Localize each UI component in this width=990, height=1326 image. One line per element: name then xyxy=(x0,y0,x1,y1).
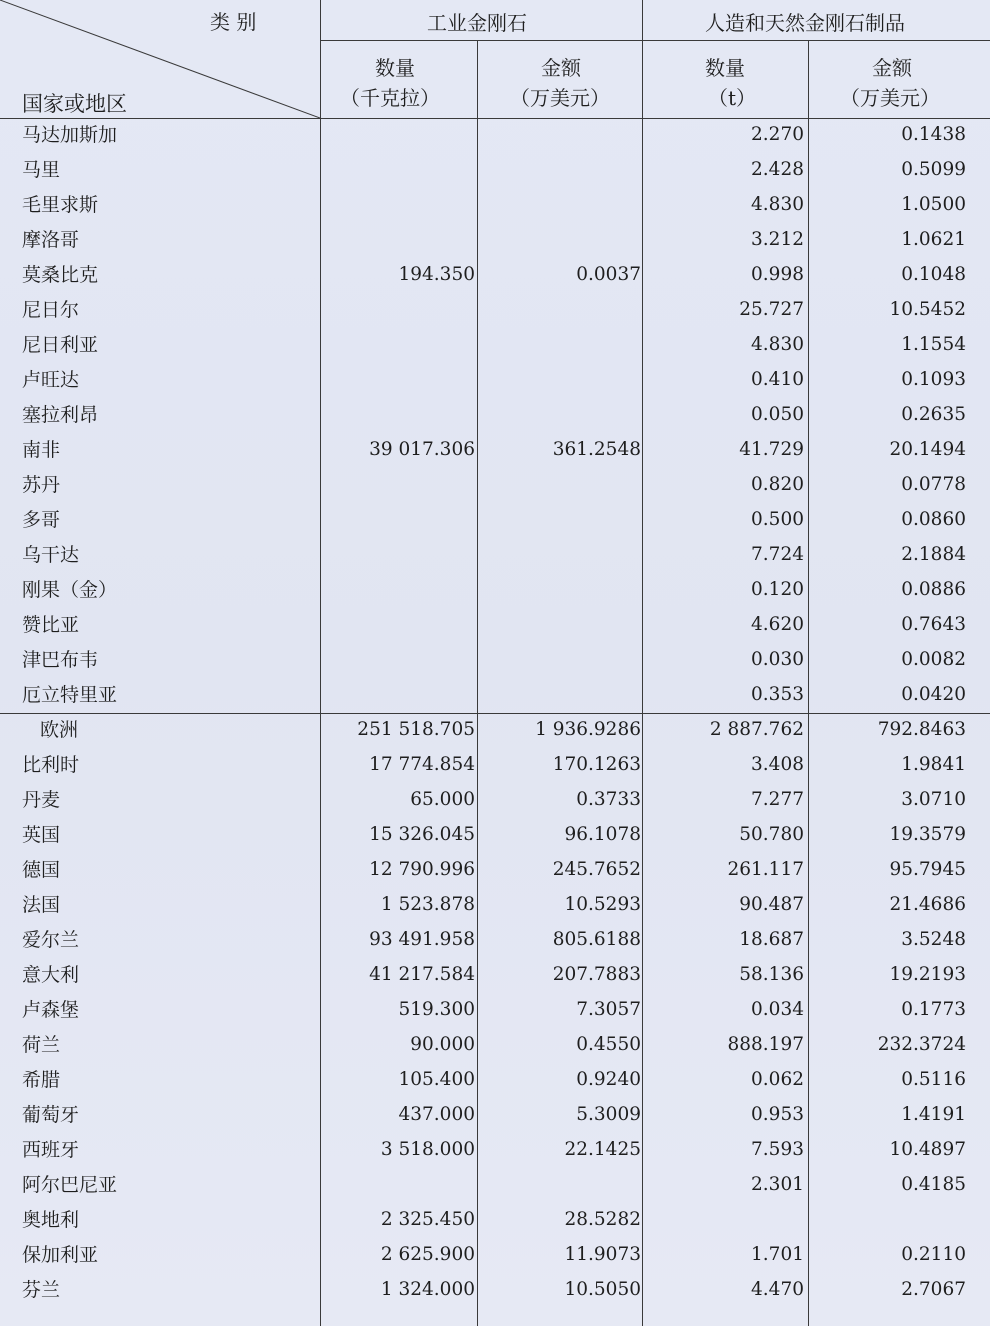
products-amount: 0.0778 xyxy=(901,474,966,495)
header-region: 国家或地区 xyxy=(22,92,127,116)
country-name: 葡萄牙 xyxy=(22,1104,80,1126)
table-row xyxy=(0,1062,990,1097)
table-row xyxy=(0,1097,990,1132)
products-quantity: 0.500 xyxy=(751,509,804,530)
products-quantity: 0.953 xyxy=(751,1104,804,1125)
table-row xyxy=(0,467,990,502)
products-amount: 0.0082 xyxy=(901,649,966,670)
country-name: 爱尔兰 xyxy=(22,929,80,951)
industrial-quantity: 105.400 xyxy=(398,1069,475,1090)
products-quantity: 888.197 xyxy=(727,1034,804,1055)
industrial-quantity: 251 518.705 xyxy=(357,719,475,740)
industrial-quantity: 93 491.958 xyxy=(369,929,475,950)
table-row xyxy=(0,642,990,677)
products-amount: 0.7643 xyxy=(901,614,966,635)
header-quantity-1-unit: （千克拉） xyxy=(340,86,440,110)
table-row xyxy=(0,887,990,922)
products-amount: 2.7067 xyxy=(901,1279,966,1300)
table-row xyxy=(0,782,990,817)
industrial-amount: 0.3733 xyxy=(576,789,641,810)
products-amount: 0.1093 xyxy=(901,369,966,390)
products-quantity: 4.470 xyxy=(751,1279,804,1300)
products-amount: 95.7945 xyxy=(889,859,966,880)
country-name: 阿尔巴尼亚 xyxy=(22,1174,118,1196)
industrial-amount: 96.1078 xyxy=(564,824,641,845)
industrial-quantity: 2 325.450 xyxy=(380,1209,475,1230)
products-quantity: 0.120 xyxy=(751,579,804,600)
industrial-quantity: 17 774.854 xyxy=(369,754,475,775)
table-row xyxy=(0,502,990,537)
table-row xyxy=(0,572,990,607)
table-row xyxy=(0,432,990,467)
country-name: 尼日尔 xyxy=(22,299,80,321)
country-name: 尼日利亚 xyxy=(22,334,99,356)
industrial-quantity: 437.000 xyxy=(398,1104,475,1125)
country-name: 津巴布韦 xyxy=(22,649,99,671)
table-row xyxy=(0,152,990,187)
industrial-quantity: 519.300 xyxy=(398,999,475,1020)
products-amount: 0.4185 xyxy=(901,1174,966,1195)
country-name: 英国 xyxy=(22,824,61,846)
industrial-amount: 10.5293 xyxy=(564,894,641,915)
industrial-quantity: 2 625.900 xyxy=(380,1244,475,1265)
country-name: 乌干达 xyxy=(22,544,80,566)
products-quantity: 1.701 xyxy=(751,1244,804,1265)
country-name: 马里 xyxy=(22,159,61,181)
country-name: 塞拉利昂 xyxy=(22,404,99,426)
industrial-amount: 10.5050 xyxy=(564,1279,641,1300)
products-amount: 0.2110 xyxy=(901,1244,966,1265)
products-amount: 10.4897 xyxy=(889,1139,966,1160)
header-group-industrial-diamond: 工业金刚石 xyxy=(427,11,527,35)
products-amount: 0.2635 xyxy=(901,404,966,425)
products-quantity: 0.998 xyxy=(751,264,804,285)
country-name: 多哥 xyxy=(22,509,61,531)
header-subrule xyxy=(320,40,990,41)
products-quantity: 4.830 xyxy=(751,334,804,355)
products-quantity: 2.428 xyxy=(751,159,804,180)
industrial-quantity: 1 523.878 xyxy=(380,894,475,915)
country-name: 卢旺达 xyxy=(22,369,80,391)
products-quantity: 18.687 xyxy=(739,929,804,950)
table-row xyxy=(0,222,990,257)
products-amount: 19.3579 xyxy=(889,824,966,845)
industrial-quantity: 90.000 xyxy=(410,1034,475,1055)
table-row xyxy=(0,537,990,572)
region-name: 欧洲 xyxy=(40,719,79,741)
country-name: 丹麦 xyxy=(22,789,61,811)
industrial-amount: 0.4550 xyxy=(576,1034,641,1055)
products-quantity: 0.820 xyxy=(751,474,804,495)
products-amount: 1.0621 xyxy=(901,229,966,250)
products-quantity: 3.212 xyxy=(751,229,804,250)
industrial-amount: 7.3057 xyxy=(576,999,641,1020)
products-amount: 0.1048 xyxy=(901,264,966,285)
industrial-quantity: 194.350 xyxy=(398,264,475,285)
country-name: 保加利亚 xyxy=(22,1244,99,1266)
table-row-europe-subtotal xyxy=(0,712,990,747)
table-row xyxy=(0,1272,990,1307)
products-quantity: 4.620 xyxy=(751,614,804,635)
industrial-quantity: 39 017.306 xyxy=(369,439,475,460)
table-row xyxy=(0,1132,990,1167)
table-row xyxy=(0,397,990,432)
products-quantity: 7.277 xyxy=(751,789,804,810)
table-row xyxy=(0,1167,990,1202)
table-row xyxy=(0,362,990,397)
country-name: 毛里求斯 xyxy=(22,194,99,216)
table-row xyxy=(0,922,990,957)
table-row xyxy=(0,327,990,362)
country-name: 马达加斯加 xyxy=(22,124,118,146)
industrial-amount: 0.9240 xyxy=(576,1069,641,1090)
table-row xyxy=(0,992,990,1027)
industrial-amount: 11.9073 xyxy=(564,1244,641,1265)
products-amount: 1.4191 xyxy=(901,1104,966,1125)
country-name: 摩洛哥 xyxy=(22,229,80,251)
products-amount: 10.5452 xyxy=(889,299,966,320)
products-amount: 0.5116 xyxy=(901,1069,966,1090)
products-amount: 0.1438 xyxy=(901,124,966,145)
products-quantity: 50.780 xyxy=(739,824,804,845)
products-amount: 0.5099 xyxy=(901,159,966,180)
industrial-quantity: 12 790.996 xyxy=(369,859,475,880)
products-quantity: 0.050 xyxy=(751,404,804,425)
table-row xyxy=(0,1202,990,1237)
table-row xyxy=(0,677,990,712)
table-row xyxy=(0,747,990,782)
industrial-amount: 0.0037 xyxy=(576,264,641,285)
products-quantity: 7.593 xyxy=(751,1139,804,1160)
country-name: 荷兰 xyxy=(22,1034,61,1056)
products-amount: 1.1554 xyxy=(901,334,966,355)
industrial-amount: 22.1425 xyxy=(564,1139,641,1160)
products-quantity: 3.408 xyxy=(751,754,804,775)
country-name: 希腊 xyxy=(22,1069,61,1091)
industrial-quantity: 3 518.000 xyxy=(380,1139,475,1160)
products-quantity: 0.030 xyxy=(751,649,804,670)
products-quantity: 90.487 xyxy=(739,894,804,915)
table-row xyxy=(0,1027,990,1062)
header-category: 类 别 xyxy=(210,10,257,34)
country-name: 苏丹 xyxy=(22,474,61,496)
table-row xyxy=(0,1237,990,1272)
products-amount: 0.0420 xyxy=(901,684,966,705)
products-amount: 232.3724 xyxy=(877,1034,966,1055)
table-row xyxy=(0,257,990,292)
products-amount: 0.1773 xyxy=(901,999,966,1020)
products-amount: 21.4686 xyxy=(889,894,966,915)
country-name: 法国 xyxy=(22,894,61,916)
table-row xyxy=(0,957,990,992)
country-name: 德国 xyxy=(22,859,61,881)
industrial-amount: 245.7652 xyxy=(552,859,641,880)
country-name: 南非 xyxy=(22,439,61,461)
products-quantity: 0.353 xyxy=(751,684,804,705)
industrial-quantity: 15 326.045 xyxy=(369,824,475,845)
products-quantity: 4.830 xyxy=(751,194,804,215)
header-amount-2: 金额 xyxy=(872,56,912,80)
products-amount: 1.9841 xyxy=(901,754,966,775)
products-amount: 0.0886 xyxy=(901,579,966,600)
products-amount: 2.1884 xyxy=(901,544,966,565)
industrial-amount: 5.3009 xyxy=(576,1104,641,1125)
header-quantity-1: 数量 xyxy=(375,56,415,80)
products-quantity: 7.724 xyxy=(751,544,804,565)
header-amount-1-unit: （万美元） xyxy=(510,86,610,110)
industrial-quantity: 41 217.584 xyxy=(369,964,475,985)
products-quantity: 25.727 xyxy=(739,299,804,320)
country-name: 比利时 xyxy=(22,754,80,776)
table-row xyxy=(0,117,990,152)
table-row xyxy=(0,292,990,327)
country-name: 赞比亚 xyxy=(22,614,80,636)
products-quantity: 0.062 xyxy=(751,1069,804,1090)
table-row xyxy=(0,817,990,852)
products-amount: 20.1494 xyxy=(889,439,966,460)
table-row xyxy=(0,852,990,887)
table-row xyxy=(0,607,990,642)
country-name: 莫桑比克 xyxy=(22,264,99,286)
industrial-amount: 170.1263 xyxy=(552,754,641,775)
country-name: 意大利 xyxy=(22,964,80,986)
products-quantity: 0.410 xyxy=(751,369,804,390)
products-amount: 1.0500 xyxy=(901,194,966,215)
industrial-amount: 1 936.9286 xyxy=(535,719,641,740)
industrial-quantity: 65.000 xyxy=(410,789,475,810)
products-amount: 0.0860 xyxy=(901,509,966,530)
header-amount-2-unit: （万美元） xyxy=(840,86,940,110)
products-amount: 3.5248 xyxy=(901,929,966,950)
products-amount: 792.8463 xyxy=(877,719,966,740)
country-name: 奥地利 xyxy=(22,1209,80,1231)
industrial-quantity: 1 324.000 xyxy=(380,1279,475,1300)
industrial-amount: 207.7883 xyxy=(552,964,641,985)
country-name: 西班牙 xyxy=(22,1139,80,1161)
industrial-amount: 361.2548 xyxy=(552,439,641,460)
industrial-amount: 28.5282 xyxy=(564,1209,641,1230)
products-quantity: 2.270 xyxy=(751,124,804,145)
industrial-amount: 805.6188 xyxy=(552,929,641,950)
products-quantity: 261.117 xyxy=(727,859,804,880)
country-name: 刚果（金） xyxy=(22,579,118,601)
table-row xyxy=(0,187,990,222)
country-name: 卢森堡 xyxy=(22,999,80,1021)
products-quantity: 2 887.762 xyxy=(709,719,804,740)
products-amount: 3.0710 xyxy=(901,789,966,810)
header-amount-1: 金额 xyxy=(541,56,581,80)
header-group-diamond-products: 人造和天然金刚石制品 xyxy=(705,11,905,35)
products-quantity: 58.136 xyxy=(739,964,804,985)
products-amount: 19.2193 xyxy=(889,964,966,985)
products-quantity: 41.729 xyxy=(739,439,804,460)
country-name: 厄立特里亚 xyxy=(22,684,118,706)
products-quantity: 0.034 xyxy=(751,999,804,1020)
header-quantity-2-unit: （t） xyxy=(708,86,757,110)
products-quantity: 2.301 xyxy=(751,1174,804,1195)
header-quantity-2: 数量 xyxy=(705,56,745,80)
country-name: 芬兰 xyxy=(22,1279,61,1301)
